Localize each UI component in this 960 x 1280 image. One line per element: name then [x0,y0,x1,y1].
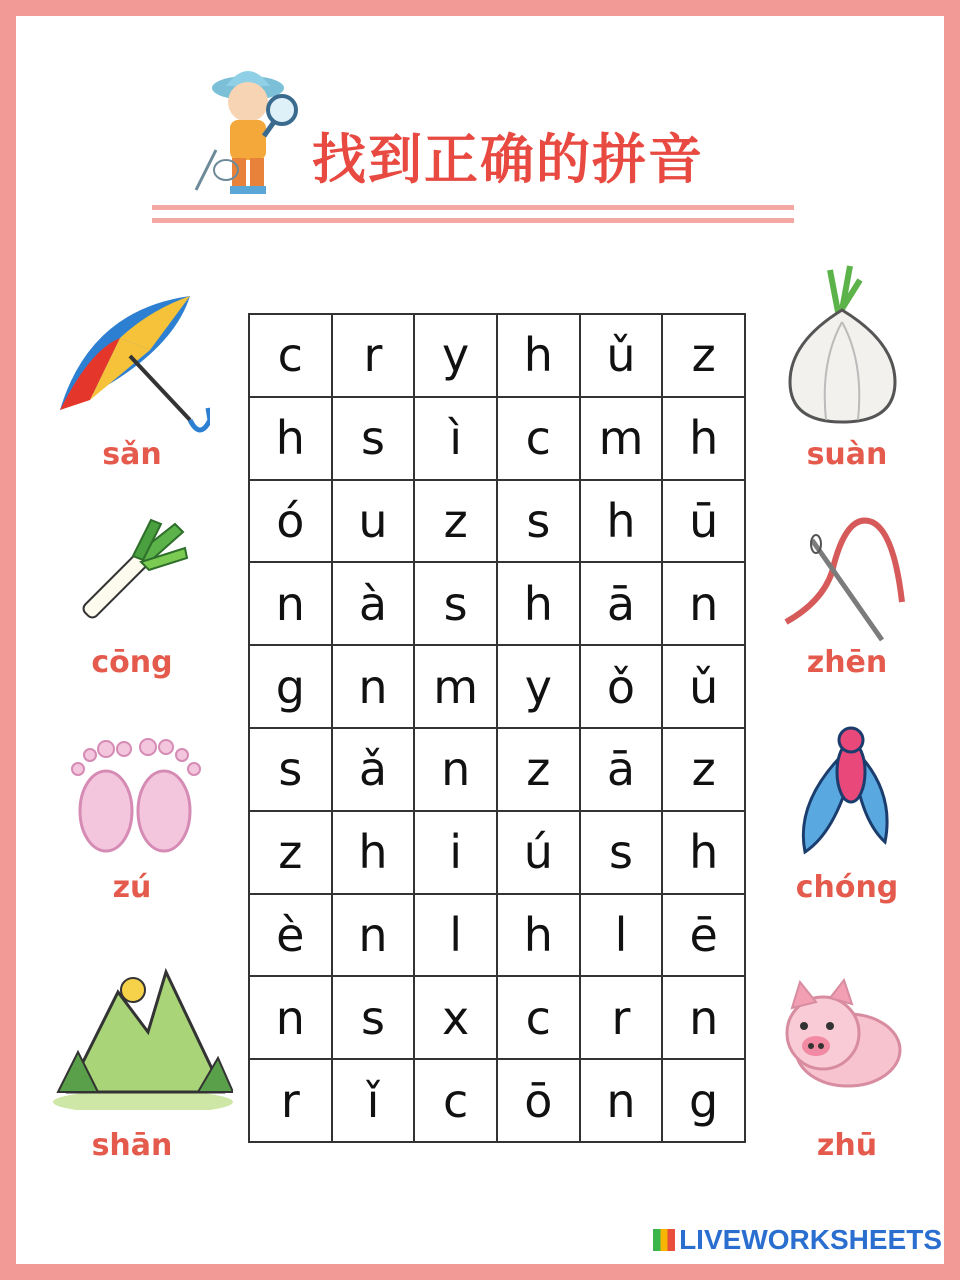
label-footprints: zú [112,870,152,905]
grid-cell[interactable]: n [249,562,332,645]
pig-icon [778,978,908,1093]
grid-cell[interactable]: s [332,397,415,480]
grid-cell[interactable]: h [662,397,745,480]
grid-cell[interactable]: h [332,811,415,894]
grid-cell[interactable]: ǒ [580,645,663,728]
grid-cell[interactable]: ō [497,1059,580,1142]
grid-cell[interactable]: c [249,314,332,397]
grid-cell[interactable]: l [414,894,497,977]
label-needle: zhēn [806,645,888,680]
grid-cell[interactable]: n [249,976,332,1059]
grid-cell[interactable]: m [580,397,663,480]
grid-cell[interactable]: r [580,976,663,1059]
umbrella-icon [50,290,210,440]
grid-cell[interactable]: r [332,314,415,397]
grid-cell[interactable]: z [662,314,745,397]
label-mountain: shān [91,1128,173,1163]
grid-cell[interactable]: g [249,645,332,728]
grid-cell[interactable]: à [332,562,415,645]
grid-cell[interactable]: z [662,728,745,811]
letter-grid [248,313,746,1143]
grid-cell[interactable]: s [414,562,497,645]
grid-cell[interactable]: è [249,894,332,977]
grid-cell[interactable]: ā [580,562,663,645]
garlic-icon [780,262,905,427]
page-title: 找到正确的拼音 [312,128,704,191]
footprints-icon [68,735,203,860]
grid-cell[interactable]: g [662,1059,745,1142]
grid-cell[interactable]: l [580,894,663,977]
grid-cell[interactable]: h [497,894,580,977]
grid-cell[interactable]: ē [662,894,745,977]
grid-cell[interactable]: h [497,562,580,645]
grid-cell[interactable]: i [414,811,497,894]
label-garlic: suàn [806,437,888,472]
liveworksheets-logo-icon [653,1229,675,1251]
grid-cell[interactable]: ó [249,480,332,563]
label-scallion: cōng [91,645,173,680]
grid-cell[interactable]: n [662,976,745,1059]
grid-cell[interactable]: h [580,480,663,563]
grid-cell[interactable]: x [414,976,497,1059]
watermark [653,1224,942,1256]
label-pig: zhū [816,1128,878,1163]
grid-cell[interactable]: h [249,397,332,480]
needle-thread-icon [782,512,917,647]
mountain-icon [48,962,233,1110]
grid-cell[interactable]: ū [662,480,745,563]
title-underline [152,218,794,223]
grid-cell[interactable]: z [414,480,497,563]
grid-cell[interactable]: h [497,314,580,397]
title-underline [152,205,794,210]
grid-cell[interactable]: ǔ [662,645,745,728]
grid-cell[interactable]: ā [580,728,663,811]
grid-cell[interactable]: n [332,894,415,977]
grid-cell[interactable]: z [249,811,332,894]
grid-cell[interactable]: s [497,480,580,563]
grid-cell[interactable]: u [332,480,415,563]
grid-cell[interactable]: m [414,645,497,728]
grid-cell[interactable]: y [414,314,497,397]
cicada-icon [785,712,905,862]
label-umbrella: sǎn [102,437,162,472]
grid-cell[interactable]: n [414,728,497,811]
grid-cell[interactable]: n [580,1059,663,1142]
grid-cell[interactable]: ǎ [332,728,415,811]
grid-cell[interactable]: ǐ [332,1059,415,1142]
grid-cell[interactable]: ú [497,811,580,894]
watermark-text: LIVEWORKSHEETS [679,1224,942,1255]
grid-cell[interactable]: h [662,811,745,894]
grid-cell[interactable]: s [580,811,663,894]
scallion-icon [75,518,190,636]
grid-cell[interactable]: y [497,645,580,728]
grid-cell[interactable]: n [662,562,745,645]
grid-cell[interactable]: ǔ [580,314,663,397]
grid-cell[interactable]: c [414,1059,497,1142]
grid-cell[interactable]: c [497,976,580,1059]
label-cicada: chóng [795,870,899,905]
grid-cell[interactable]: n [332,645,415,728]
grid-cell[interactable]: s [249,728,332,811]
grid-cell[interactable]: ì [414,397,497,480]
kid-with-magnifier-icon [186,50,316,200]
grid-cell[interactable]: z [497,728,580,811]
grid-cell[interactable]: s [332,976,415,1059]
grid-cell[interactable]: r [249,1059,332,1142]
grid-cell[interactable]: c [497,397,580,480]
